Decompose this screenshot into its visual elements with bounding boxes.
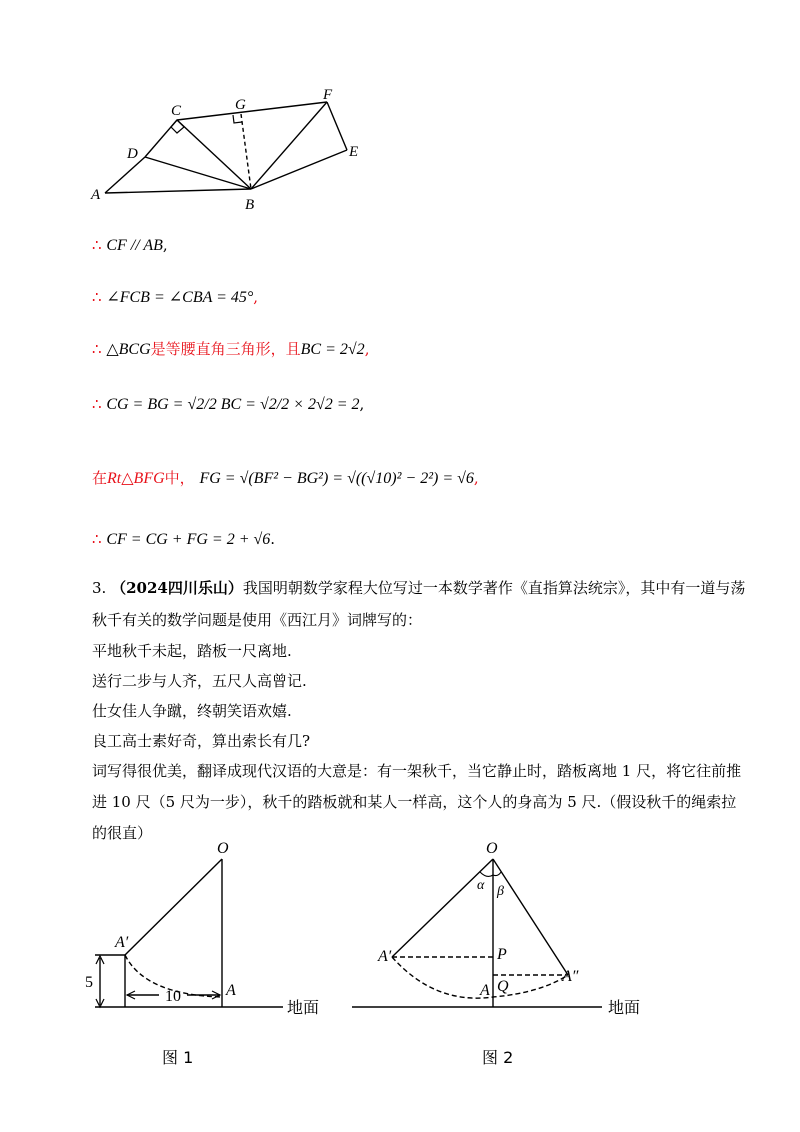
step-1: ∴ CF // AB, [92, 236, 168, 254]
fig1-label-5: 5 [85, 974, 93, 991]
step-6: ∴ CF = CG + FG = 2 + √6. [92, 530, 276, 548]
segment-AB [105, 189, 251, 193]
label-A: A [91, 187, 101, 203]
fig1-label-A: A [226, 982, 236, 999]
angle-arc-alpha [480, 872, 493, 876]
label-D: D [127, 146, 138, 162]
poem-line-3: 仕女佳人争蹴，终朝笑语欢嬉. [92, 702, 292, 720]
fig2-label-Aprime: A′ [378, 948, 392, 965]
rope-O-Aprime [125, 859, 222, 955]
fig2-label-O: O [486, 840, 498, 857]
fig1-label-Aprime: A′ [115, 934, 129, 951]
fig2-ground-label: 地面 [608, 998, 641, 1017]
segment-GB [241, 114, 251, 189]
fig2-label-P: P [497, 946, 507, 963]
problem-3-intro-1: 3. （2024四川乐山）我国明朝数学家程大位写过一本数学著作《直指算法统宗》，其中有一道与荡 [92, 579, 746, 597]
poem-line-1: 平地秋千未起，踏板一尺离地. [92, 642, 292, 660]
step-2-expr: ∠FCB = ∠CBA = 45° [106, 289, 254, 306]
step-5-expr: FG = √(BF² − BG²) = √((√10)² − 2²) = √6 [199, 470, 474, 487]
rope-O-Aprime-2 [392, 859, 493, 957]
angle-arc-beta [493, 872, 501, 876]
step-6-expr: CF = CG + FG = 2 + √6 [106, 531, 271, 548]
label-F: F [323, 87, 333, 103]
label-G: G [235, 97, 246, 113]
segment-FB [251, 102, 327, 189]
fig1-label-O: O [217, 840, 229, 857]
step-5: 在Rt△BFG中， FG = √(BF² − BG²) = √((√10)² − 2²) = √6, [92, 469, 479, 487]
segment-DB [145, 157, 251, 189]
fig1-ground-label: 地面 [287, 998, 320, 1017]
segment-FE [327, 102, 347, 150]
segment-EB [251, 150, 347, 189]
label-E: E [349, 144, 359, 160]
fig2-label-Adprime: A″ [562, 968, 579, 985]
fig2-label-beta: β [497, 884, 504, 899]
step-4: ∴ CG = BG = √2/2 BC = √2/2 × 2√2 = 2, [92, 395, 365, 413]
label-B: B [245, 197, 255, 213]
explain-line-3: 的很直） [92, 824, 153, 842]
figure-top-geometry [85, 85, 385, 215]
segment-CF [177, 102, 327, 120]
problem-3-intro-2: 秋千有关的数学问题是使用《西江月》词牌写的： [92, 611, 423, 629]
poem-line-4: 良工高士素好奇，算出索长有几? [92, 732, 311, 750]
problem-source: （2024四川乐山） [111, 579, 243, 597]
explain-line-1: 词写得很优美，翻译成现代汉语的大意是：有一架秋千，当它静止时，踏板离地 1 尺，将它往前推 [92, 762, 742, 780]
figure-1 [85, 835, 345, 1020]
poem-line-2: 送行二步与人齐，五尺人高曾记. [92, 672, 307, 690]
step-3: ∴ △BCG是等腰直角三角形，且BC = 2√2, [92, 340, 370, 358]
figure-2 [350, 835, 670, 1020]
figure-2-caption: 图 2 [482, 1048, 514, 1067]
step-4-expr: CG = BG = √2/2 BC = √2/2 × 2√2 = 2 [106, 396, 360, 413]
step-1-expr: CF // AB [106, 237, 163, 254]
figure-1-caption: 图 1 [162, 1048, 194, 1067]
step-2: ∴ ∠FCB = ∠CBA = 45°, [92, 288, 259, 306]
segment-CB [177, 120, 251, 189]
fig1-label-10: 10 [165, 988, 181, 1005]
segment-AD [105, 157, 145, 193]
fig2-label-A: A [480, 982, 490, 999]
explain-line-2: 进 10 尺（5 尺为一步），秋千的踏板就和某人一样高，这个人的身高为 5 尺.（假设秋千的绳索拉 [92, 793, 737, 811]
fig2-label-Q: Q [497, 978, 509, 995]
fig2-label-alpha: α [477, 878, 485, 893]
label-C: C [171, 103, 182, 119]
right-angle-mark-C [171, 120, 184, 133]
